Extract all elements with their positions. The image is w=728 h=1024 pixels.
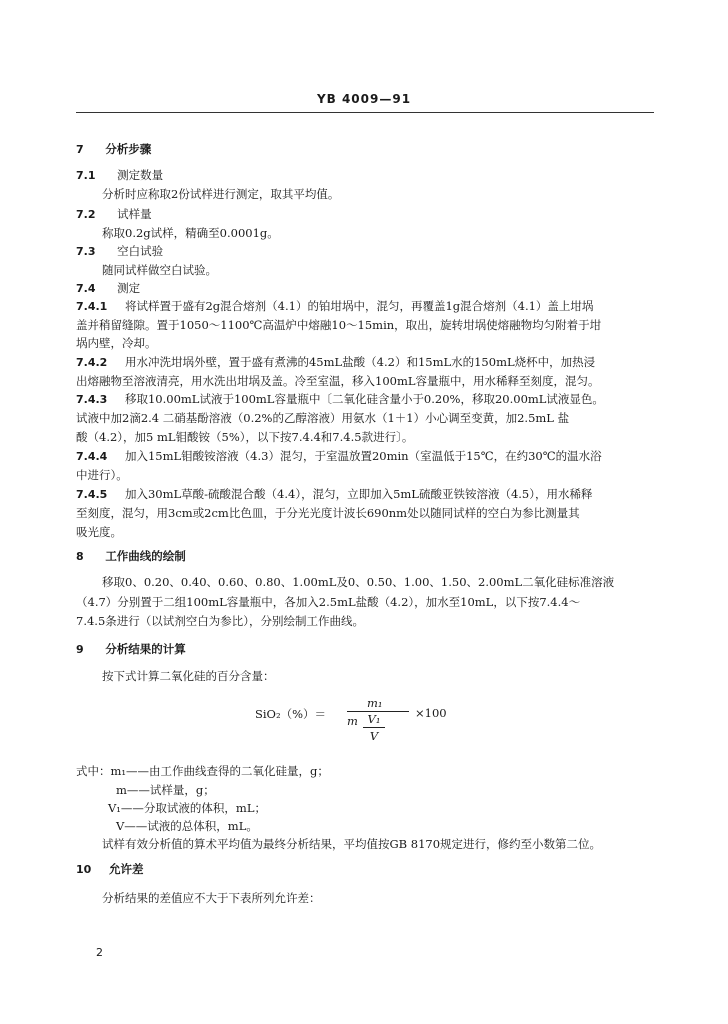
header-rule: [76, 112, 654, 113]
formula-times-100: ×100: [415, 706, 447, 720]
section-7-1-heading: 7.1 测定数量: [76, 168, 164, 182]
section-7-4-3-line-2: 试液中加2滴2.4 二硝基酚溶液（0.2%的乙醇溶液）用氨水（1＋1）小心调至变黄，加2.5mL 盐: [76, 411, 570, 425]
section-7-1-text: 分析时应称取2份试样进行测定，取其平均值。: [102, 187, 340, 201]
formula-v: V: [369, 729, 379, 743]
section-7-4-1-line-2: 盖并稍留缝隙。置于1050～1100℃高温炉中熔融10～15min，取出，旋转坩埚使熔融物均匀附着于坩: [76, 318, 602, 332]
def-v1: V₁——分取试液的体积，mL；: [108, 801, 266, 815]
section-7-heading: 7 分析步骤: [76, 142, 152, 156]
section-7-4-2-line-2: 出熔融物至溶液清亮，用水洗出坩埚及盖。冷至室温，移入100mL容量瓶中，用水稀释至刻度，混匀。: [76, 374, 600, 388]
formula-lhs: SiO₂（%）＝: [255, 707, 327, 721]
section-7-3-text: 随同试样做空白试验。: [102, 263, 217, 277]
formula-denominator-m: m: [347, 714, 358, 728]
formula-v1: V₁: [367, 712, 381, 726]
section-7-2-text: 称取0.2g试样，精确至0.0001g。: [102, 226, 279, 240]
section-7-3-heading: 7.3 空白试验: [76, 244, 164, 258]
section-10-heading: 10 允许差: [76, 862, 144, 876]
formula-numerator: m₁: [367, 696, 383, 710]
section-8-line-1: 移取0、0.20、0.40、0.60、0.80、1.00mL及0、0.50、1.00、1.50、2.00mL二氧化硅标准溶液: [102, 575, 615, 589]
section-7-4-5-line-1: 7.4.5 加入30mL草酸-硫酸混合酸（4.4），混匀，立即加入5mL硫酸亚铁铵溶液（4.5），用水稀释: [76, 487, 593, 501]
page-header: YB 4009—91: [316, 92, 412, 106]
page-number: 2: [96, 946, 103, 959]
section-7-4-1-line-3: 埚内壁，冷却。: [76, 336, 157, 350]
section-8-line-3: 7.4.5条进行（以试剂空白为参比），分别绘制工作曲线。: [76, 614, 365, 628]
section-7-4-5-line-3: 吸光度。: [76, 525, 122, 539]
section-7-4-2-line-1: 7.4.2 用水冲洗坩埚外壁，置于盛有煮沸的45mL盐酸（4.2）和15mL水的150mL烧杯中，加热浸: [76, 355, 596, 369]
section-7-4-heading: 7.4 测定: [76, 281, 141, 295]
section-8-line-2: （4.7）分别置于二组100mL容量瓶中，各加入2.5mL盐酸（4.2），加水至10mL，以下按7.4.4～: [76, 595, 581, 609]
section-10-text: 分析结果的差值应不大于下表所列允许差：: [102, 891, 321, 905]
section-9-heading: 9 分析结果的计算: [76, 642, 186, 656]
section-7-4-5-line-2: 至刻度，混匀，用3cm或2cm比色皿，于分光光度计波长690nm处以随同试样的空白为参比测量其: [76, 506, 580, 520]
section-7-4-3-line-1: 7.4.3 移取10.00mL试液于100mL容量瓶中〔二氧化硅含量小于0.20%，移取20.00mL试液显色。: [76, 392, 604, 406]
def-v: V——试液的总体积，mL。: [116, 819, 258, 833]
section-9-note: 试样有效分析值的算术平均值为最终分析结果，平均值按GB 8170规定进行，修约至小数第二位。: [102, 837, 602, 851]
def-m1: 式中：m₁——由工作曲线查得的二氧化硅量，g；: [76, 764, 329, 778]
section-7-4-4-line-1: 7.4.4 加入15mL钼酸铵溶液（4.3）混匀，于室温放置20min（室温低于15℃，在约30℃的温水浴: [76, 449, 602, 463]
section-7-4-1-line-1: 7.4.1 将试样置于盛有2g混合熔剂（4.1）的铂坩埚中，混匀，再覆盖1g混合熔剂（4.1）盖上坩埚: [76, 299, 594, 313]
def-m: m——试样量，g；: [116, 783, 215, 797]
sio2-formula: [255, 696, 455, 746]
section-8-heading: 8 工作曲线的绘制: [76, 549, 186, 563]
section-7-2-heading: 7.2 试样量: [76, 207, 152, 221]
formula-sub-bar: [363, 727, 385, 728]
section-7-4-4-line-2: 中进行）。: [76, 468, 128, 482]
section-7-4-3-line-3: 酸（4.2），加5 mL钼酸铵（5%），以下按7.4.4和7.4.5款进行〕。: [76, 430, 414, 444]
section-9-intro: 按下式计算二氧化硅的百分含量：: [102, 669, 275, 683]
